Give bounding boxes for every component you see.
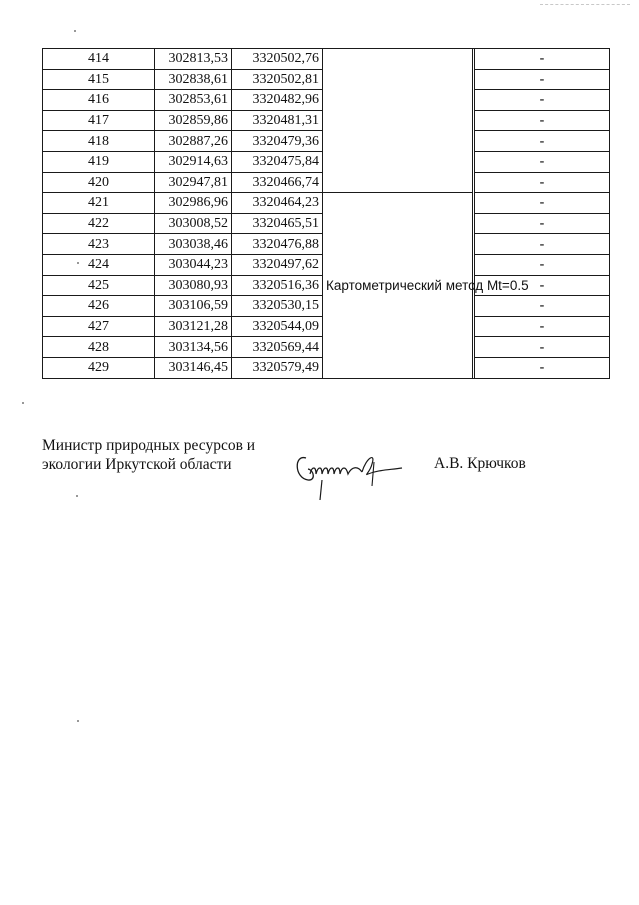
table-row — [43, 193, 610, 214]
point-number: 426 — [43, 296, 155, 317]
x-coordinate: 303044,23 — [155, 254, 232, 275]
y-coordinate: 3320482,96 — [232, 90, 323, 111]
status-dash: - — [475, 296, 610, 317]
handwritten-signature — [292, 444, 404, 502]
y-coordinate: 3320464,23 — [232, 193, 323, 214]
x-coordinate: 302853,61 — [155, 90, 232, 111]
scan-speck — [77, 720, 79, 722]
x-coordinate: 302859,86 — [155, 110, 232, 131]
scan-edge-mark — [540, 4, 630, 7]
point-number: 425 — [43, 275, 155, 296]
status-dash: - — [475, 193, 610, 214]
point-number: 428 — [43, 337, 155, 358]
scan-speck — [76, 495, 78, 497]
minister-title-line1: Министр природных ресурсов и — [42, 437, 256, 454]
point-number: 417 — [43, 110, 155, 131]
status-dash: - — [475, 110, 610, 131]
point-number: 429 — [43, 357, 155, 378]
y-coordinate: 3320481,31 — [232, 110, 323, 131]
y-coordinate: 3320476,88 — [232, 234, 323, 255]
status-dash: - — [475, 69, 610, 90]
coordinates-table — [42, 48, 610, 379]
point-number: 418 — [43, 131, 155, 152]
x-coordinate: 303038,46 — [155, 234, 232, 255]
point-number: 423 — [43, 234, 155, 255]
x-coordinate: 303008,52 — [155, 213, 232, 234]
point-number: 414 — [43, 49, 155, 70]
point-number: 421 — [43, 193, 155, 214]
signature-block — [42, 436, 602, 516]
y-coordinate: 3320497,62 — [232, 254, 323, 275]
method-cell-empty — [323, 49, 473, 193]
status-dash: - — [475, 49, 610, 70]
status-dash: - — [475, 234, 610, 255]
y-coordinate: 3320479,36 — [232, 131, 323, 152]
point-number: 420 — [43, 172, 155, 193]
y-coordinate: 3320502,81 — [232, 69, 323, 90]
x-coordinate: 302887,26 — [155, 131, 232, 152]
minister-title — [42, 436, 255, 474]
y-coordinate: 3320530,15 — [232, 296, 323, 317]
y-coordinate: 3320466,74 — [232, 172, 323, 193]
status-dash: - — [475, 131, 610, 152]
y-coordinate: 3320502,76 — [232, 49, 323, 70]
y-coordinate: 3320544,09 — [232, 316, 323, 337]
x-coordinate: 302813,53 — [155, 49, 232, 70]
status-dash: - — [475, 172, 610, 193]
status-dash: - — [475, 337, 610, 358]
y-coordinate: 3320569,44 — [232, 337, 323, 358]
point-number: 427 — [43, 316, 155, 337]
x-coordinate: 303106,59 — [155, 296, 232, 317]
x-coordinate: 303146,45 — [155, 357, 232, 378]
point-number: 422 — [43, 213, 155, 234]
x-coordinate: 302947,81 — [155, 172, 232, 193]
x-coordinate: 302986,96 — [155, 193, 232, 214]
point-number: 416 — [43, 90, 155, 111]
table-row — [43, 49, 610, 70]
y-coordinate: 3320579,49 — [232, 357, 323, 378]
scan-speck — [22, 402, 24, 404]
y-coordinate: 3320465,51 — [232, 213, 323, 234]
method-label: Картометрический метод Mt=0.5 — [323, 193, 473, 378]
scan-speck — [74, 30, 76, 32]
x-coordinate: 302838,61 — [155, 69, 232, 90]
status-dash: - — [475, 151, 610, 172]
y-coordinate: 3320516,36 — [232, 275, 323, 296]
point-number: 424 — [43, 254, 155, 275]
status-dash: - — [475, 316, 610, 337]
point-number: 415 — [43, 69, 155, 90]
x-coordinate: 303134,56 — [155, 337, 232, 358]
status-dash: - — [475, 357, 610, 378]
signatory-name: А.В. Крючков — [434, 455, 526, 472]
minister-title-line2: экологии Иркутской области — [42, 456, 232, 473]
y-coordinate: 3320475,84 — [232, 151, 323, 172]
status-dash: - — [475, 254, 610, 275]
x-coordinate: 302914,63 — [155, 151, 232, 172]
status-dash: - — [475, 90, 610, 111]
x-coordinate: 303121,28 — [155, 316, 232, 337]
point-number: 419 — [43, 151, 155, 172]
x-coordinate: 303080,93 — [155, 275, 232, 296]
status-dash: - — [475, 275, 610, 296]
scan-speck — [77, 262, 79, 264]
status-dash: - — [475, 213, 610, 234]
